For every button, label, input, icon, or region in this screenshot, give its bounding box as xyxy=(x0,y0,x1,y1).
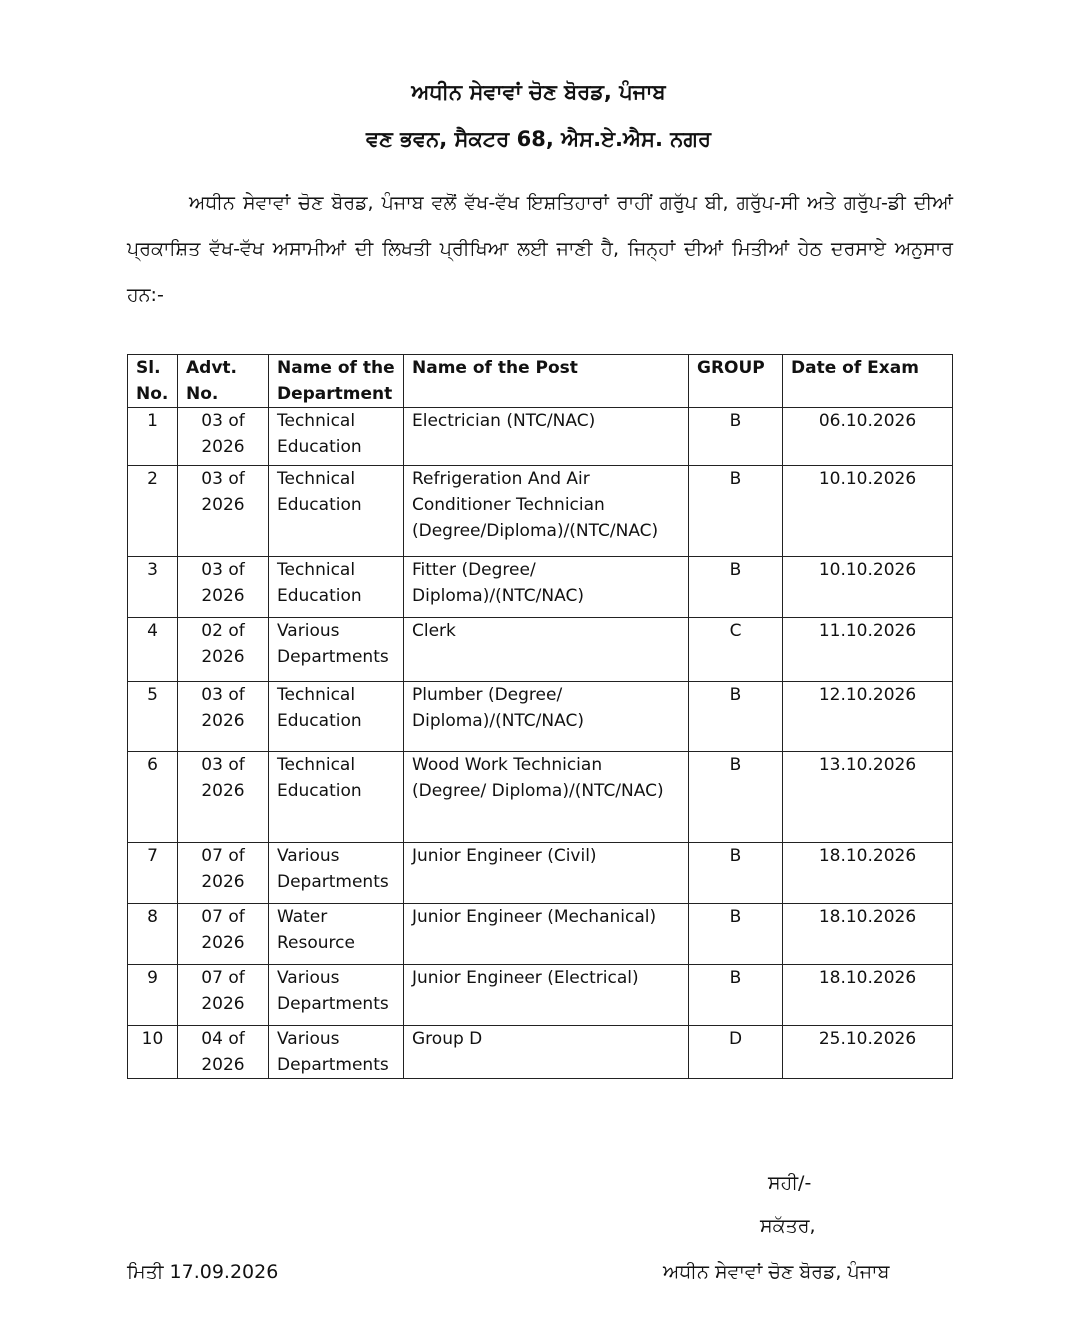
cell-advt-no xyxy=(178,965,269,1026)
cell-sl-no: 2 xyxy=(128,466,178,557)
cell-post: Clerk xyxy=(404,618,689,682)
cell-advt-no xyxy=(178,904,269,965)
cell-date: 18.10.2026 xyxy=(783,904,953,965)
cell-advt-line2: 2026 xyxy=(201,781,245,801)
cell-dept-line1: Technical xyxy=(277,411,356,431)
cell-date: 12.10.2026 xyxy=(783,682,953,752)
cell-department xyxy=(269,843,404,904)
cell-advt-line2: 2026 xyxy=(201,437,245,457)
cell-advt-no xyxy=(178,843,269,904)
cell-dept-line2: Education xyxy=(277,711,362,731)
cell-dept-line1: Technical xyxy=(277,755,356,775)
cell-dept-line2: Education xyxy=(277,781,362,801)
cell-advt-line2: 2026 xyxy=(201,647,245,667)
cell-department xyxy=(269,904,404,965)
cell-advt-no xyxy=(178,1026,269,1079)
cell-advt-no xyxy=(178,752,269,843)
header-dept-line1: Name of the xyxy=(277,358,395,378)
cell-sl-no: 8 xyxy=(128,904,178,965)
cell-date: 06.10.2026 xyxy=(783,408,953,466)
exam-schedule-table xyxy=(127,354,953,1079)
header-advt-no xyxy=(178,355,269,408)
issue-date: ਮਿਤੀ 17.09.2026 xyxy=(127,1261,279,1283)
signature-designation: ਸਕੱਤਰ, xyxy=(760,1215,816,1237)
table-row xyxy=(128,618,953,682)
cell-advt-line2: 2026 xyxy=(201,1055,245,1075)
table-row xyxy=(128,1026,953,1079)
cell-post: Fitter (Degree/ Diploma)/(NTC/NAC) xyxy=(404,557,689,618)
cell-department xyxy=(269,965,404,1026)
cell-advt-line1: 03 of xyxy=(201,411,245,431)
table-row xyxy=(128,682,953,752)
cell-dept-line1: Technical xyxy=(277,469,356,489)
cell-post: Wood Work Technician (Degree/ Diploma)/(NTC/NAC) xyxy=(404,752,689,843)
cell-group: B xyxy=(689,752,783,843)
table-row xyxy=(128,904,953,965)
cell-dept-line2: Education xyxy=(277,495,362,515)
table-row xyxy=(128,843,953,904)
cell-advt-line2: 2026 xyxy=(201,711,245,731)
cell-sl-no: 3 xyxy=(128,557,178,618)
cell-sl-no: 9 xyxy=(128,965,178,1026)
cell-advt-line2: 2026 xyxy=(201,994,245,1014)
cell-advt-line1: 04 of xyxy=(201,1029,245,1049)
cell-group: C xyxy=(689,618,783,682)
header-department xyxy=(269,355,404,408)
cell-group: B xyxy=(689,965,783,1026)
cell-advt-line1: 03 of xyxy=(201,755,245,775)
cell-dept-line1: Water xyxy=(277,907,328,927)
table-row xyxy=(128,466,953,557)
signature-signed: ਸਹੀ/- xyxy=(768,1172,812,1194)
header-advt-line1: Advt. xyxy=(186,358,237,378)
cell-sl-no: 5 xyxy=(128,682,178,752)
cell-dept-line1: Technical xyxy=(277,560,356,580)
cell-group: B xyxy=(689,843,783,904)
board-address: ਵਣ ਭਵਨ, ਸੈਕਟਰ 68, ਐਸ.ਏ.ਐਸ. ਨਗਰ xyxy=(365,127,712,151)
cell-dept-line2: Resource xyxy=(277,933,355,953)
cell-dept-line2: Education xyxy=(277,586,362,606)
cell-advt-line1: 03 of xyxy=(201,685,245,705)
header-sl-no xyxy=(128,355,178,408)
table-row xyxy=(128,965,953,1026)
cell-department xyxy=(269,466,404,557)
table-row xyxy=(128,752,953,843)
cell-advt-line1: 07 of xyxy=(201,846,245,866)
header-sl-line1: Sl. xyxy=(136,358,161,378)
cell-group: B xyxy=(689,904,783,965)
cell-date: 10.10.2026 xyxy=(783,557,953,618)
cell-group: B xyxy=(689,466,783,557)
cell-dept-line1: Various xyxy=(277,846,340,866)
cell-advt-line2: 2026 xyxy=(201,495,245,515)
cell-sl-no: 4 xyxy=(128,618,178,682)
cell-dept-line1: Various xyxy=(277,968,340,988)
cell-group: B xyxy=(689,557,783,618)
cell-advt-no xyxy=(178,408,269,466)
cell-post: Plumber (Degree/ Diploma)/(NTC/NAC) xyxy=(404,682,689,752)
cell-advt-no xyxy=(178,618,269,682)
cell-department xyxy=(269,557,404,618)
board-title: ਅਧੀਨ ਸੇਵਾਵਾਂ ਚੋਣ ਬੋਰਡ, ਪੰਜਾਬ xyxy=(411,80,666,104)
cell-dept-line1: Technical xyxy=(277,685,356,705)
cell-sl-no: 7 xyxy=(128,843,178,904)
cell-department xyxy=(269,1026,404,1079)
cell-post: Junior Engineer (Civil) xyxy=(404,843,689,904)
cell-date: 13.10.2026 xyxy=(783,752,953,843)
cell-date: 25.10.2026 xyxy=(783,1026,953,1079)
cell-advt-line2: 2026 xyxy=(201,872,245,892)
cell-dept-line2: Departments xyxy=(277,872,389,892)
cell-department xyxy=(269,618,404,682)
cell-advt-no xyxy=(178,682,269,752)
cell-group: D xyxy=(689,1026,783,1079)
cell-advt-line1: 02 of xyxy=(201,621,245,641)
cell-post: Refrigeration And Air Conditioner Technician (Degree/Diploma)/(NTC/NAC) xyxy=(404,466,689,557)
signature-board: ਅਧੀਨ ਸੇਵਾਵਾਂ ਚੋਣ ਬੋਰਡ, ਪੰਜਾਬ xyxy=(663,1261,890,1283)
cell-advt-line1: 03 of xyxy=(201,560,245,580)
cell-date: 11.10.2026 xyxy=(783,618,953,682)
cell-date: 18.10.2026 xyxy=(783,843,953,904)
cell-dept-line2: Departments xyxy=(277,647,389,667)
cell-advt-no xyxy=(178,466,269,557)
cell-advt-line1: 07 of xyxy=(201,968,245,988)
cell-dept-line2: Education xyxy=(277,437,362,457)
cell-group: B xyxy=(689,408,783,466)
header-date-of-exam: Date of Exam xyxy=(783,355,953,408)
cell-date: 10.10.2026 xyxy=(783,466,953,557)
table-header-row xyxy=(128,355,953,408)
cell-sl-no: 10 xyxy=(128,1026,178,1079)
cell-dept-line1: Various xyxy=(277,621,340,641)
cell-post: Group D xyxy=(404,1026,689,1079)
cell-post: Junior Engineer (Mechanical) xyxy=(404,904,689,965)
cell-date: 18.10.2026 xyxy=(783,965,953,1026)
header-group: GROUP xyxy=(689,355,783,408)
intro-paragraph: ਅਧੀਨ ਸੇਵਾਵਾਂ ਚੋਣ ਬੋਰਡ, ਪੰਜਾਬ ਵਲੋਂ ਵੱਖ-ਵੱਖ ਇਸ਼ਤਿਹਾਰਾਂ ਰਾਹੀਂ ਗਰੁੱਪ ਬੀ, ਗਰੁੱਪ-ਸੀ ਅਤੇ ਗਰੁੱਪ-ਡੀ ਦੀਆਂ ਪ੍ਰਕਾਸ਼ਿਤ ਵੱਖ-ਵੱਖ ਅਸਾਮੀਆਂ ਦੀ ਲਿਖਤੀ ਪ੍ਰੀਖਿਆ ਲਈ ਜਾਣੀ ਹੈ, ਜਿਨ੍ਹਾਂ ਦੀਆਂ ਮਿਤੀਆਂ ਹੇਠ ਦਰਸਾਏ ਅਨੁਸਾਰ ਹਨ:- xyxy=(127,192,953,306)
table-body xyxy=(128,408,953,1079)
cell-post: Electrician (NTC/NAC) xyxy=(404,408,689,466)
header-dept-line2: Department xyxy=(277,384,393,404)
header-sl-line2: No. xyxy=(136,384,169,404)
cell-advt-line1: 03 of xyxy=(201,469,245,489)
header-post: Name of the Post xyxy=(404,355,689,408)
table-row xyxy=(128,408,953,466)
cell-post: Junior Engineer (Electrical) xyxy=(404,965,689,1026)
cell-dept-line1: Various xyxy=(277,1029,340,1049)
cell-dept-line2: Departments xyxy=(277,994,389,1014)
header-advt-line2: No. xyxy=(186,384,219,404)
cell-advt-line2: 2026 xyxy=(201,933,245,953)
cell-department xyxy=(269,682,404,752)
cell-advt-line1: 07 of xyxy=(201,907,245,927)
cell-department xyxy=(269,408,404,466)
cell-sl-no: 1 xyxy=(128,408,178,466)
table-row xyxy=(128,557,953,618)
cell-dept-line2: Departments xyxy=(277,1055,389,1075)
cell-advt-no xyxy=(178,557,269,618)
cell-advt-line2: 2026 xyxy=(201,586,245,606)
cell-group: B xyxy=(689,682,783,752)
cell-department xyxy=(269,752,404,843)
cell-sl-no: 6 xyxy=(128,752,178,843)
